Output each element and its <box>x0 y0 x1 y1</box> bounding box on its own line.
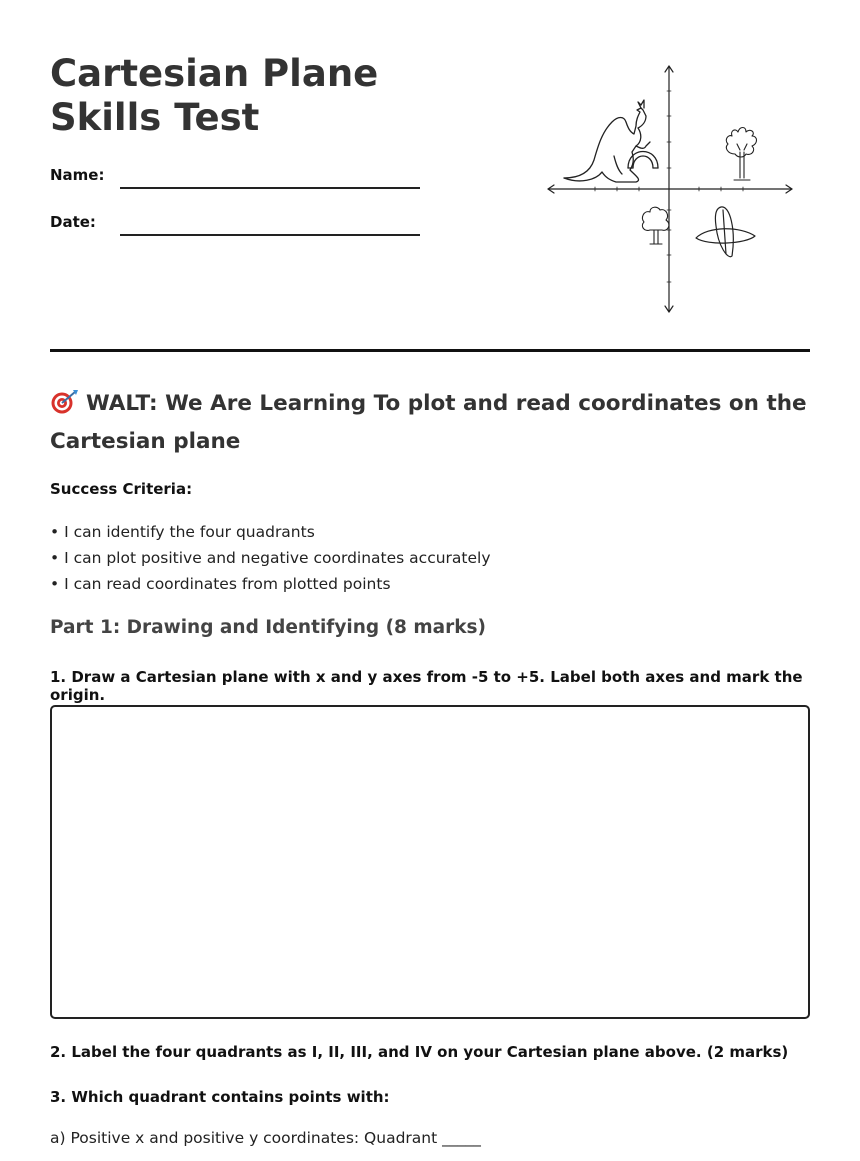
question-1: 1. Draw a Cartesian plane with x and y axes from -5 to +5. Label both axes and mark the origin. <box>50 668 803 704</box>
criteria-item: • I can identify the four quadrants <box>50 523 315 541</box>
criteria-item: • I can read coordinates from plotted points <box>50 575 391 593</box>
walt-heading <box>50 385 810 461</box>
date-label: Date: <box>50 213 96 231</box>
drawing-answer-box[interactable] <box>50 705 810 1019</box>
success-criteria-heading: Success Criteria: <box>50 480 193 498</box>
criteria-item: • I can plot positive and negative coordinates accurately <box>50 549 491 567</box>
kangaroo-icon <box>564 100 650 182</box>
small-tree-icon <box>642 207 669 244</box>
question-2: 2. Label the four quadrants as I, II, III, and IV on your Cartesian plane above. (2 marks) <box>50 1043 789 1061</box>
surfboard-icon <box>696 207 755 257</box>
worksheet-page <box>50 0 810 1161</box>
question-3: 3. Which quadrant contains points with: <box>50 1088 390 1106</box>
page-title: Cartesian Plane Skills Test <box>50 52 379 139</box>
name-line[interactable] <box>120 187 420 189</box>
question-3a[interactable]: a) Positive x and positive y coordinates: Quadrant _____ <box>50 1129 481 1147</box>
header-divider <box>50 349 810 352</box>
part1-heading: Part 1: Drawing and Identifying (8 marks) <box>50 617 487 638</box>
name-label: Name: <box>50 166 105 184</box>
walt-text: WALT: We Are Learning To plot and read coordinates on the Cartesian plane <box>50 391 807 454</box>
illustration-axes <box>548 66 792 312</box>
cartesian-illustration <box>540 60 800 322</box>
tree-icon <box>726 128 756 181</box>
date-line[interactable] <box>120 234 420 236</box>
target-dart-icon <box>50 388 80 414</box>
success-criteria-list <box>50 519 491 597</box>
